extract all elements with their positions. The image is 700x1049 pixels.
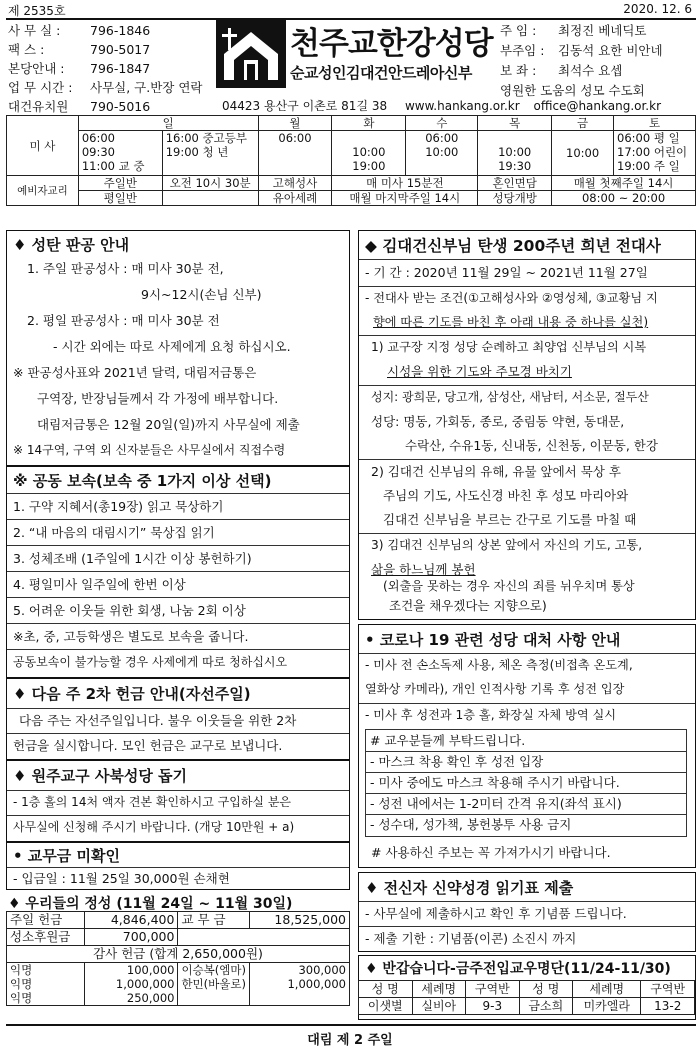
catechumen-label: 예비자교리 xyxy=(7,176,79,206)
fri-times: 10:00 xyxy=(552,131,614,176)
sun-times-1: 06:00 09:30 11:00 교 중 xyxy=(78,131,162,176)
section-title: ♦ 원주교구 사북성당 돕기 xyxy=(13,767,188,785)
church-logo xyxy=(216,20,286,88)
donor-amount: 1,000,000 xyxy=(250,977,350,991)
section-title: ※ 공동 보속(보속 중 1가지 이상 선택) xyxy=(13,472,272,490)
section-title: ◆ 김대건신부님 탄생 200주년 희년 전대사 xyxy=(365,237,661,255)
bible-reading-section xyxy=(358,872,696,952)
text-line: - 미사 후 성전과 1층 홀, 화장실 자체 방역 실시 xyxy=(365,708,617,722)
info-cell: 오전 10시 30분 xyxy=(162,176,258,191)
text-line: (외출을 못하는 경우 자신의 죄를 뉘우치며 통상 xyxy=(383,579,635,593)
offering-label: 주일 헌금 xyxy=(7,912,85,929)
donor-name: 이승복(엠마) xyxy=(178,963,250,978)
issue-number: 제 2535호 xyxy=(8,4,66,18)
text-line: - 미사 전 손소독제 사용, 체온 측정(비접촉 온도계, xyxy=(365,658,633,672)
contact-label: 본당안내 : xyxy=(8,61,65,76)
text-line: 주님의 기도, 사도신경 바친 후 성모 마리아와 xyxy=(383,488,629,503)
text-line: 구역장, 반장님들께서 각 가정에 배부합니다. xyxy=(37,391,279,406)
text-line: 1. 주일 판공성사 : 매 미사 30분 전, xyxy=(27,261,224,276)
text-line: - 입금일 : 11월 25일 30,000원 손채현 xyxy=(13,871,230,886)
info-cell: 매월 첫째주일 14시 xyxy=(552,176,696,191)
text-line: 9시~12시(손님 신부) xyxy=(141,287,262,302)
staff-value: 최정진 베네딕토 xyxy=(558,23,647,38)
staff-list xyxy=(500,21,696,101)
info-cell: 성당개방 xyxy=(478,191,552,206)
church-subtitle: 순교성인김대건안드레아신부 xyxy=(290,64,472,82)
text-line: - 전대사 받는 조건(①고해성사와 ②영성체, ③교황님 지 xyxy=(365,291,658,305)
email-link[interactable]: office@hankang.or.kr xyxy=(533,99,662,113)
christmas-confession-section xyxy=(6,230,350,466)
address-line xyxy=(222,97,661,114)
column-header: 성 명 xyxy=(519,981,573,998)
text-line: - 1층 홀의 14처 액자 견본 확인하시고 구입하실 분은 xyxy=(13,795,291,809)
table-cell: 13-2 xyxy=(641,998,695,1015)
text-line: 성당: 명동, 가회동, 종로, 중림동 약현, 동대문, xyxy=(371,414,625,429)
text-line: 3) 김대건 신부님의 상본 앞에서 자신의 기도, 고통, xyxy=(371,538,643,552)
section-title: ♦ 다음 주 2차 헌금 안내(자선주일) xyxy=(13,685,251,703)
text-line: 사무실에 신청해 주시기 바랍니다. (개당 10만원 + a) xyxy=(13,820,295,834)
text-line: 공동보속이 불가능할 경우 사제에게 따로 청하십시오 xyxy=(13,655,288,669)
jubilee-indulgence-section xyxy=(358,230,696,620)
notice-box xyxy=(365,729,687,837)
new-parishioners-section xyxy=(358,955,696,1020)
text-line: 헌금을 실시합니다. 모인 헌금은 교구로 보냅니다. xyxy=(13,738,283,753)
text-line: 향에 따른 기도를 바친 후 아래 내용 중 하나를 실천) xyxy=(373,315,649,329)
text-line: ※ 판공성사표와 2021년 달력, 대림저금통은 xyxy=(13,365,257,380)
text-line: # 교우분들께 부탁드립니다. xyxy=(370,733,526,748)
info-cell: 08:00 ~ 20:00 xyxy=(552,191,696,206)
day-sat: 토 xyxy=(614,116,696,131)
text-line: - 시간 외에는 따로 사제에게 요청 하십시오. xyxy=(53,339,291,354)
text-line: - 제출 기한 : 기념품(이콘) 소진시 까지 xyxy=(365,931,577,946)
offering-amount: 700,000 xyxy=(84,929,178,946)
info-cell: 혼인면담 xyxy=(478,176,552,191)
donor-name: 익명 xyxy=(7,991,85,1006)
section-title: • 교무금 미확인 xyxy=(13,847,120,865)
section-title: ♦ 성탄 판공 안내 xyxy=(13,236,130,254)
table-cell: 미카엘라 xyxy=(573,998,641,1015)
text-line: 조건을 채우겠다는 지향으로) xyxy=(389,598,547,613)
text-line: 수락산, 수유1동, 신내동, 신천동, 이문동, 한강 xyxy=(405,438,658,453)
offering-title: ♦ 우리들의 정성 (11월 24일 ~ 11월 30일) xyxy=(8,896,293,912)
day-sun: 일 xyxy=(78,116,258,131)
info-cell: 고해성사 xyxy=(258,176,332,191)
common-penance-section xyxy=(6,466,350,678)
contact-list xyxy=(8,21,218,116)
table-cell: 실비아 xyxy=(412,998,466,1015)
donor-amount: 300,000 xyxy=(250,963,350,978)
wed-times: 06:00 10:00 xyxy=(406,131,478,176)
mon-times: 06:00 xyxy=(258,131,332,176)
mass-schedule-table xyxy=(6,115,696,206)
thanks-offering-header: 감사 헌금 (합계 2,650,000원) xyxy=(7,946,350,963)
text-line: ※ 14구역, 구역 외 신자분들은 사무실에서 직접수령 xyxy=(13,443,286,457)
text-line: ※초, 중, 고등학생은 별도로 보속을 줍니다. xyxy=(13,629,249,644)
info-cell: 주일반 xyxy=(78,176,162,191)
mass-label: 미 사 xyxy=(7,116,79,176)
offering-label: 교 무 금 xyxy=(178,912,250,929)
church-icon xyxy=(216,20,286,88)
contact-value: 790-5016 xyxy=(90,99,151,114)
info-cell xyxy=(162,191,258,206)
donor-amount: 100,000 xyxy=(84,963,178,978)
day-mon: 월 xyxy=(258,116,332,131)
table-cell: 금소희 xyxy=(519,998,573,1015)
column-header: 성 명 xyxy=(359,981,413,998)
contact-label: 업 무 시간 : xyxy=(8,80,73,95)
sun-times-2: 16:00 중고등부 19:00 청 년 xyxy=(162,131,258,176)
offering-amount: 18,525,000 xyxy=(250,912,350,929)
column-header: 구역반 xyxy=(641,981,695,998)
text-line: 2. 평일 판공성사 : 매 미사 30분 전 xyxy=(27,313,220,328)
staff-label: 보 좌 : xyxy=(500,63,537,78)
column-header: 구역반 xyxy=(466,981,520,998)
wonju-help-section xyxy=(6,760,350,842)
text-line: 시성을 위한 기도와 주모경 바치기 xyxy=(387,364,572,379)
text-line: 1. 구약 지혜서(총19장) 읽고 묵상하기 xyxy=(13,499,224,514)
second-collection-section xyxy=(6,678,350,760)
contact-value: 사무실, 구.반장 연락 xyxy=(90,80,203,95)
day-tue: 화 xyxy=(332,116,406,131)
section-title: ♦ 반갑습니다-금주전입교우명단(11/24-11/30) xyxy=(365,961,671,977)
text-line: - 마스크 착용 확인 후 성전 입장 xyxy=(370,754,544,769)
staff-label: 부주임 : xyxy=(500,43,545,58)
donor-amount: 250,000 xyxy=(84,991,178,1006)
text-line: 1) 교구장 지정 성당 순례하고 최양업 신부님의 시복 xyxy=(371,340,647,354)
text-line: 대림저금통은 12월 20일(일)까지 사무실에 제출 xyxy=(37,417,300,432)
info-cell: 평일반 xyxy=(78,191,162,206)
text-line: 다음 주는 자선주일입니다. 불우 이웃들을 위한 2차 xyxy=(19,713,297,728)
sat-times: 06:00 평 일 17:00 어린이 19:00 주 일 xyxy=(614,131,696,176)
staff-value: 김동석 요한 비안네 xyxy=(558,43,663,58)
church-name: 천주교한강성당 xyxy=(290,26,493,62)
staff-label: 주 임 : xyxy=(500,23,537,38)
text-line: - 성수대, 성가책, 봉헌봉투 사용 금지 xyxy=(370,817,572,832)
contact-value: 796-1846 xyxy=(90,23,151,38)
day-fri: 금 xyxy=(552,116,614,131)
text-line: 2) 김대건 신부님의 유해, 유물 앞에서 묵상 후 xyxy=(371,464,621,479)
donor-name: 익명 xyxy=(7,977,85,991)
donor-amount: 1,000,000 xyxy=(84,977,178,991)
offering-table xyxy=(6,911,350,1006)
info-cell: 유아세례 xyxy=(258,191,332,206)
text-line: 5. 어려운 이웃들 위한 회생, 나눔 2회 이상 xyxy=(13,603,246,618)
text-line: - 미사 중에도 마스크 착용해 주시기 바랍니다. xyxy=(370,775,620,790)
info-cell: 매 미사 15분전 xyxy=(332,176,478,191)
offering-label: 성소후원금 xyxy=(7,929,85,946)
diocese-dues-section xyxy=(6,842,350,890)
text-line: - 기 간 : 2020년 11월 29일 ~ 2021년 11월 27일 xyxy=(365,265,648,280)
contact-label: 사 무 실 : xyxy=(8,23,61,38)
table-cell: 9-3 xyxy=(466,998,520,1015)
text-line: 2. “내 마음의 대림시기” 묵상집 읽기 xyxy=(13,525,215,540)
text-line: 열화상 카메라), 개인 인적사항 기록 후 성전 입장 xyxy=(365,682,625,696)
offering-amount: 4,846,400 xyxy=(84,912,178,929)
text-line: 3. 성체조배 (1주일에 1시간 이상 봉헌하기) xyxy=(13,551,252,566)
text-line: 김대건 신부님을 부르는 간구로 기도를 마칠 때 xyxy=(383,512,637,527)
day-thu: 목 xyxy=(478,116,552,131)
text-line: # 사용하신 주보는 꼭 가져가시기 바랍니다. xyxy=(371,845,611,860)
contact-value: 790-5017 xyxy=(90,42,151,57)
text-line: 4. 평일미사 일주일에 한번 이상 xyxy=(13,577,186,592)
contact-label: 대건유치원 xyxy=(8,99,69,114)
text-line: - 사무실에 제출하시고 확인 후 기념품 드립니다. xyxy=(365,906,627,921)
column-header: 세례명 xyxy=(412,981,466,998)
section-title: ♦ 전신자 신약성경 읽기표 제출 xyxy=(365,879,574,897)
text-line: - 성전 내에서는 1-2미터 간격 유지(좌석 표시) xyxy=(370,796,622,811)
tue-times: 10:00 19:00 xyxy=(332,131,406,176)
new-parishioners-table xyxy=(358,980,695,1015)
donor-name: 한민(바울로) xyxy=(178,977,250,991)
page-footer: 대림 제 2 주일 xyxy=(307,1033,393,1048)
donor-name: 익명 xyxy=(7,963,85,978)
column-header: 세례명 xyxy=(573,981,641,998)
staff-value: 영원한 도움의 성모 수도회 xyxy=(500,83,645,98)
text-line: 성지: 광희문, 당고개, 삼성산, 새남터, 서소문, 절두산 xyxy=(371,390,649,404)
info-cell: 매월 마지막주일 14시 xyxy=(332,191,478,206)
contact-label: 팩 스 : xyxy=(8,42,45,57)
thu-times: 10:00 19:30 xyxy=(478,131,552,176)
text-line: 삶을 하느님께 봉헌 xyxy=(371,562,476,577)
day-wed: 수 xyxy=(406,116,478,131)
table-cell: 이샛별 xyxy=(359,998,413,1015)
address: 04423 용산구 이촌로 81길 38 xyxy=(222,99,388,113)
contact-value: 796-1847 xyxy=(90,61,151,76)
section-title: • 코로나 19 관련 성당 대처 사항 안내 xyxy=(365,631,621,649)
issue-date: 2020. 12. 6 xyxy=(623,2,692,16)
covid-response-section xyxy=(358,624,696,868)
staff-value: 최석수 요셉 xyxy=(558,63,623,78)
website-link[interactable]: www.hankang.or.kr xyxy=(404,99,520,113)
